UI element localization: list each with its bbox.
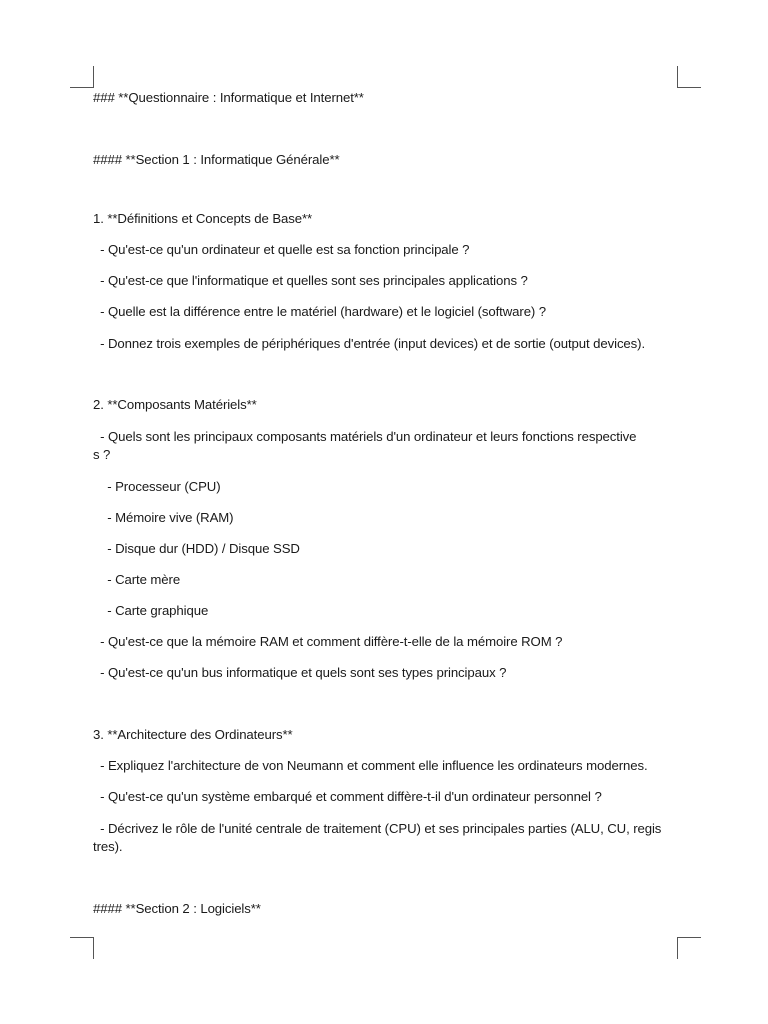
question-2-1-continuation: s ?: [93, 447, 111, 462]
document-title: ### **Questionnaire : Informatique et Internet**: [93, 90, 364, 105]
question-2-1: - Quels sont les principaux composants matériels d'un ordinateur et leurs fonctions respective: [93, 429, 637, 444]
question-1-3: - Quelle est la différence entre le matériel (hardware) et le logiciel (software) ?: [93, 304, 547, 319]
list-item-ram: - Mémoire vive (RAM): [93, 510, 234, 525]
list-item-disk: - Disque dur (HDD) / Disque SSD: [93, 541, 300, 556]
question-3-3-continuation: tres).: [93, 839, 123, 854]
crop-mark-bottom-left-horizontal: [70, 937, 94, 938]
section-2-heading: #### **Section 2 : Logiciels**: [93, 901, 261, 916]
list-item-motherboard: - Carte mère: [93, 572, 181, 587]
crop-mark-top-left-vertical: [93, 66, 94, 88]
question-2-3: - Qu'est-ce qu'un bus informatique et quels sont ses types principaux ?: [93, 665, 507, 680]
subsection-1-heading: 1. **Définitions et Concepts de Base**: [93, 211, 313, 226]
subsection-3-heading: 3. **Architecture des Ordinateurs**: [93, 727, 293, 742]
list-item-cpu: - Processeur (CPU): [93, 479, 221, 494]
crop-mark-bottom-right-vertical: [677, 937, 678, 959]
question-3-1: - Expliquez l'architecture de von Neumann et comment elle influence les ordinateurs modernes.: [93, 758, 648, 773]
subsection-2-heading: 2. **Composants Matériels**: [93, 397, 257, 412]
section-1-heading: #### **Section 1 : Informatique Générale**: [93, 152, 340, 167]
question-1-2: - Qu'est-ce que l'informatique et quelles sont ses principales applications ?: [93, 273, 528, 288]
crop-mark-bottom-right-horizontal: [677, 937, 701, 938]
question-2-2: - Qu'est-ce que la mémoire RAM et comment diffère-t-elle de la mémoire ROM ?: [93, 634, 563, 649]
question-3-2: - Qu'est-ce qu'un système embarqué et comment diffère-t-il d'un ordinateur personnel ?: [93, 789, 602, 804]
question-3-3: - Décrivez le rôle de l'unité centrale de traitement (CPU) et ses principales parties (ALU, CU, regis: [93, 821, 662, 836]
question-1-4: - Donnez trois exemples de périphériques d'entrée (input devices) et de sortie (output devices).: [93, 336, 646, 351]
crop-mark-bottom-left-vertical: [93, 937, 94, 959]
crop-mark-top-right-horizontal: [677, 87, 701, 88]
list-item-graphics-card: - Carte graphique: [93, 603, 209, 618]
question-1-1: - Qu'est-ce qu'un ordinateur et quelle est sa fonction principale ?: [93, 242, 470, 257]
crop-mark-top-right-vertical: [677, 66, 678, 88]
crop-mark-top-left-horizontal: [70, 87, 94, 88]
